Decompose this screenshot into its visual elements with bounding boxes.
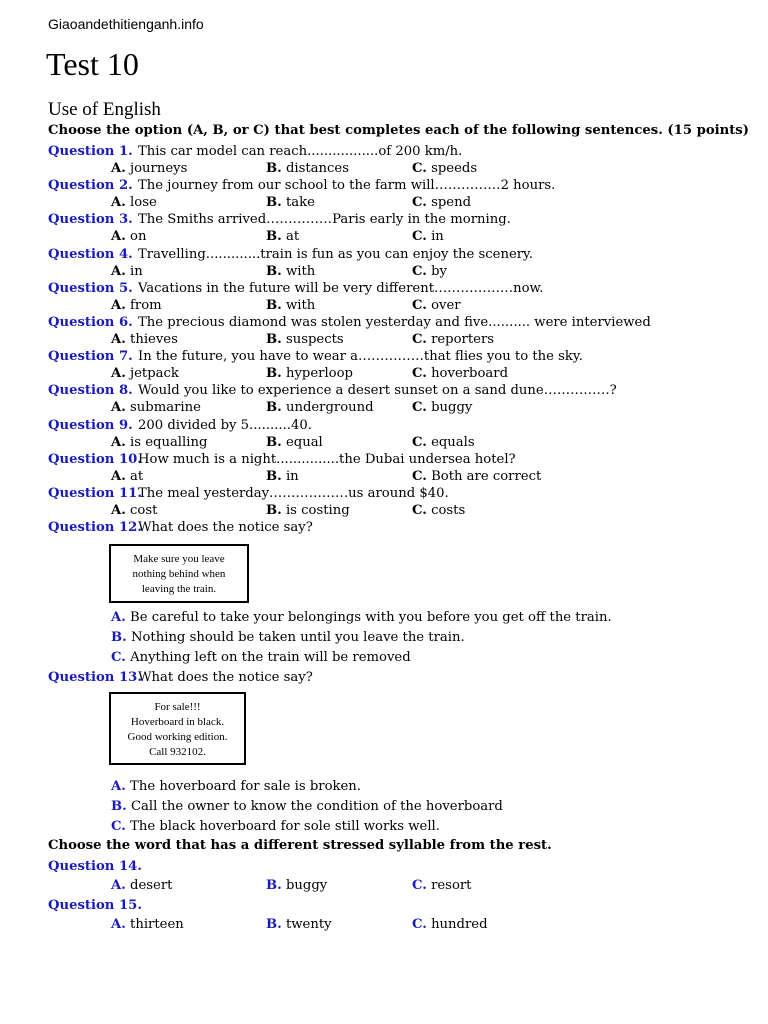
- option-c: C. buggy: [412, 400, 473, 416]
- question-label: Question 1.: [48, 144, 133, 159]
- option-a: A. from: [111, 297, 162, 313]
- question-11: [48, 485, 449, 502]
- question-1: [48, 143, 462, 160]
- question-4: [48, 246, 533, 263]
- option-c: C. hundred: [412, 917, 488, 932]
- question-5-options: [111, 297, 711, 314]
- option-c: C. hoverboard: [412, 366, 509, 382]
- option-b: B. twenty: [266, 917, 332, 932]
- option-c: C. in: [412, 229, 444, 245]
- question-7: [48, 348, 583, 365]
- notice-line: Good working edition.: [127, 731, 228, 743]
- option-letter: A.: [111, 610, 126, 625]
- question-label: Question 2.: [48, 178, 133, 194]
- option-a: A. thieves: [111, 332, 178, 347]
- question-label: Question 15.: [48, 898, 142, 913]
- option-text: Call the owner to know the condition of the hoverboard: [130, 799, 503, 814]
- question-label: Question 3.: [48, 212, 133, 228]
- q13-option-b: [111, 797, 503, 817]
- option-b: B. hyperloop: [266, 366, 353, 382]
- option-letter: B.: [111, 630, 127, 645]
- section-heading: Use of English: [48, 99, 161, 120]
- question-7-options: [111, 365, 711, 382]
- question-2: [48, 177, 555, 194]
- question-text: The precious diamond was stolen yesterday and five.......... were interviewed: [138, 315, 651, 330]
- q12-option-c: [111, 648, 411, 668]
- question-text: Would you like to experience a desert sunset on a sand dune……………?: [138, 383, 617, 399]
- option-text: Nothing should be taken until you leave the train.: [130, 630, 465, 645]
- question-6-options: [111, 331, 711, 348]
- option-b: B. equal: [266, 434, 323, 450]
- notice-box-13: [109, 692, 246, 765]
- question-10: [48, 451, 516, 468]
- q13-option-c: [111, 817, 440, 837]
- option-text: Anything left on the train will be removed: [130, 650, 411, 665]
- notice-box-12: [109, 544, 249, 603]
- question-text: Travelling.............train is fun as you can enjoy the scenery.: [138, 246, 533, 262]
- q15-options: [111, 916, 711, 933]
- q12-option-a: [111, 608, 612, 628]
- option-b: B. with: [266, 297, 316, 313]
- notice-line: For sale!!!: [154, 701, 201, 713]
- question-text: This car model can reach.................of 200 km/h.: [138, 144, 463, 159]
- page-title: Test 10: [46, 46, 139, 82]
- question-label: Question 13.: [48, 670, 142, 685]
- option-b: B. underground: [266, 400, 374, 416]
- notice-line: Make sure you leave: [133, 553, 225, 565]
- question-11-options: [111, 502, 711, 519]
- option-letter: B.: [111, 799, 127, 814]
- site-name: Giaoandethitienganh.info: [48, 16, 204, 32]
- option-a: A. jetpack: [111, 366, 179, 382]
- option-a: A. journeys: [111, 161, 188, 176]
- option-letter: A.: [111, 779, 126, 794]
- option-text: The hoverboard for sale is broken.: [130, 779, 361, 794]
- question-text: What does the notice say?: [138, 670, 313, 685]
- question-text: 200 divided by 5..........40.: [138, 417, 312, 433]
- question-label: Question 8.: [48, 383, 133, 399]
- option-b: B. in: [266, 468, 299, 484]
- question-1-options: [111, 160, 711, 177]
- option-c: C. costs: [412, 503, 466, 518]
- question-label: Question 4.: [48, 246, 133, 262]
- option-c: C. equals: [412, 434, 475, 450]
- option-letter: C.: [111, 819, 126, 834]
- q14-options: [111, 877, 711, 894]
- instruction-1: Choose the option (A, B, or C) that best completes each of the following sentences. (15 points): [48, 123, 749, 138]
- option-c: C. by: [412, 263, 447, 279]
- question-3: [48, 211, 511, 228]
- question-text: The meal yesterday………………us around $40.: [138, 486, 449, 501]
- question-15: [48, 897, 142, 914]
- question-label: Question 14.: [48, 859, 142, 874]
- notice-line: Call 932102.: [149, 746, 206, 758]
- option-b: B. take: [266, 195, 315, 211]
- option-a: A. on: [111, 229, 147, 245]
- question-4-options: [111, 263, 711, 280]
- option-a: A. cost: [111, 503, 158, 518]
- option-letter: C.: [111, 650, 126, 665]
- question-8-options: [111, 399, 711, 416]
- question-text: In the future, you have to wear a……………that flies you to the sky.: [138, 349, 583, 365]
- question-13: [48, 669, 313, 686]
- option-b: B. with: [266, 263, 316, 279]
- option-a: A. at: [111, 468, 144, 484]
- question-10-options: [111, 468, 711, 485]
- question-9: [48, 417, 312, 434]
- question-label: Question 6.: [48, 315, 133, 330]
- notice-line: nothing behind when: [132, 568, 226, 580]
- option-c: C. speeds: [412, 161, 478, 176]
- question-2-options: [111, 194, 711, 211]
- question-3-options: [111, 228, 711, 245]
- option-a: A. desert: [111, 878, 173, 893]
- option-a: A. lose: [111, 195, 157, 211]
- option-c: C. Both are correct: [412, 468, 542, 484]
- instruction-2: Choose the word that has a different stressed syllable from the rest.: [48, 838, 552, 853]
- notice-line: Hoverboard in black.: [130, 716, 225, 728]
- question-text: The journey from our school to the farm will……………2 hours.: [138, 178, 556, 194]
- option-text: Be careful to take your belongings with you before you get off the train.: [130, 610, 612, 625]
- notice-line: leaving the train.: [141, 583, 217, 595]
- question-12: [48, 519, 313, 536]
- question-text: The Smiths arrived……………Paris early in the morning.: [138, 212, 511, 228]
- question-9-options: [111, 434, 711, 451]
- question-5: [48, 280, 543, 297]
- question-label: Question 11.: [48, 486, 142, 501]
- option-b: B. suspects: [266, 332, 344, 347]
- option-text: The black hoverboard for sole still works well.: [130, 819, 440, 834]
- option-c: C. spend: [412, 195, 472, 211]
- option-b: B. buggy: [266, 878, 328, 893]
- option-c: C. over: [412, 297, 461, 313]
- option-c: C. resort: [412, 878, 472, 893]
- option-a: A. in: [111, 263, 143, 279]
- question-text: What does the notice say?: [138, 520, 313, 535]
- q13-option-a: [111, 777, 361, 797]
- question-8: [48, 382, 617, 399]
- question-label: Question 5.: [48, 280, 133, 296]
- option-a: A. submarine: [111, 400, 201, 416]
- question-text: How much is a night...............the Dubai undersea hotel?: [138, 451, 516, 467]
- q12-option-b: [111, 628, 465, 648]
- question-label: Question 10.: [48, 451, 142, 467]
- option-a: A. thirteen: [111, 917, 184, 932]
- question-6: [48, 314, 651, 331]
- question-14: [48, 858, 142, 875]
- option-b: B. is costing: [266, 503, 350, 518]
- option-b: B. distances: [266, 161, 349, 176]
- option-b: B. at: [266, 229, 300, 245]
- question-text: Vacations in the future will be very different………………now.: [138, 280, 544, 296]
- question-label: Question 7.: [48, 349, 133, 365]
- option-a: A. is equalling: [111, 434, 208, 450]
- question-label: Question 12.: [48, 520, 142, 535]
- option-c: C. reporters: [412, 332, 495, 347]
- question-label: Question 9.: [48, 417, 133, 433]
